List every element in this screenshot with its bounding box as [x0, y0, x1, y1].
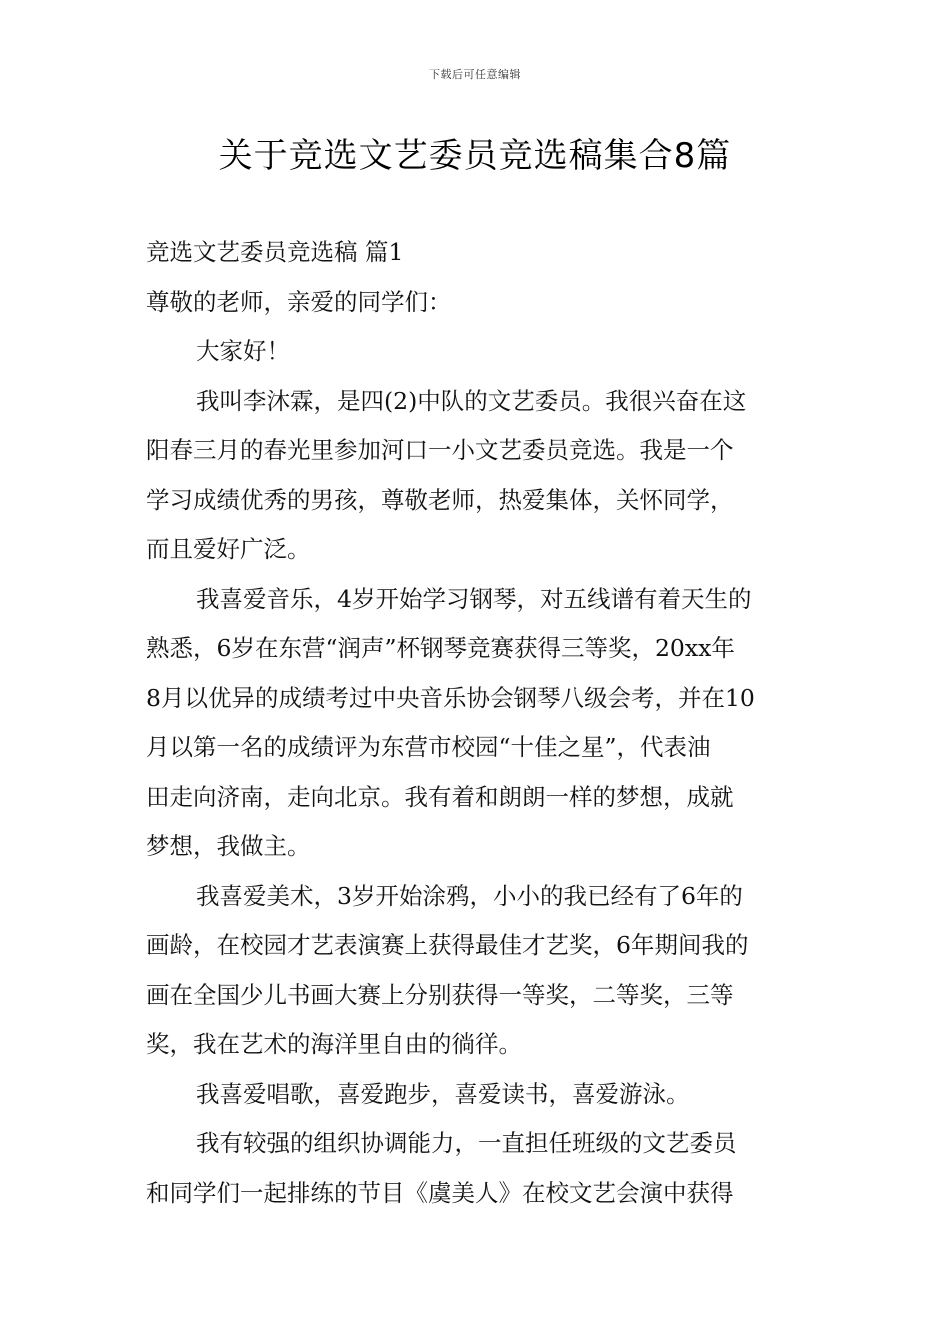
body-line: 月以第一名的成绩评为东营市校园“十佳之星”，代表油 [146, 733, 711, 761]
body-line: 奖，我在艺术的海洋里自由的徜徉。 [146, 1030, 522, 1058]
body-line: 8月以优异的成绩考过中央音乐协会钢琴八级会考，并在10 [146, 683, 755, 712]
body-line: 画龄，在校园才艺表演赛上获得最佳才艺奖，6年期间我的 [146, 931, 749, 959]
body-line: 学习成绩优秀的男孩，尊敬老师，热爱集体，关怀同学， [146, 485, 734, 514]
body-line: 梦想，我做主。 [146, 832, 311, 860]
body-line: 阳春三月的春光里参加河口一小文艺委员竞选。我是一个 [146, 436, 734, 464]
body-line: 我喜爱音乐，4岁开始学习钢琴，对五线谱有着天生的 [196, 584, 752, 613]
body-line: 尊敬的老师，亲爱的同学们： [146, 287, 452, 316]
document-body [146, 228, 806, 1218]
body-line: 我叫李沐霖，是四(2)中队的文艺委员。我很兴奋在这 [196, 386, 747, 415]
document-title: 关于竞选文艺委员竞选稿集合8篇 [218, 136, 732, 176]
body-line: 熟悉，6岁在东营“润声”杯钢琴竞赛获得三等奖，20xx年 [146, 634, 735, 662]
body-line: 而且爱好广泛。 [146, 535, 311, 563]
body-line: 和同学们一起排练的节目《虞美人》在校文艺会演中获得 [146, 1178, 734, 1207]
body-line: 竞选文艺委员竞选稿 篇1 [146, 238, 404, 266]
body-line: 画在全国少儿书画大赛上分别获得一等奖，二等奖，三等 [146, 980, 734, 1009]
body-line: 大家好！ [196, 337, 290, 365]
body-line: 我喜爱美术，3岁开始涂鸦，小小的我已经有了6年的 [196, 881, 743, 910]
header-note: 下载后可任意编辑 [429, 68, 521, 81]
body-line: 我喜爱唱歌，喜爱跑步，喜爱读书，喜爱游泳。 [196, 1079, 690, 1108]
body-line: 田走向济南，走向北京。我有着和朗朗一样的梦想，成就 [146, 782, 734, 811]
body-line: 我有较强的组织协调能力，一直担任班级的文艺委员 [196, 1129, 737, 1157]
